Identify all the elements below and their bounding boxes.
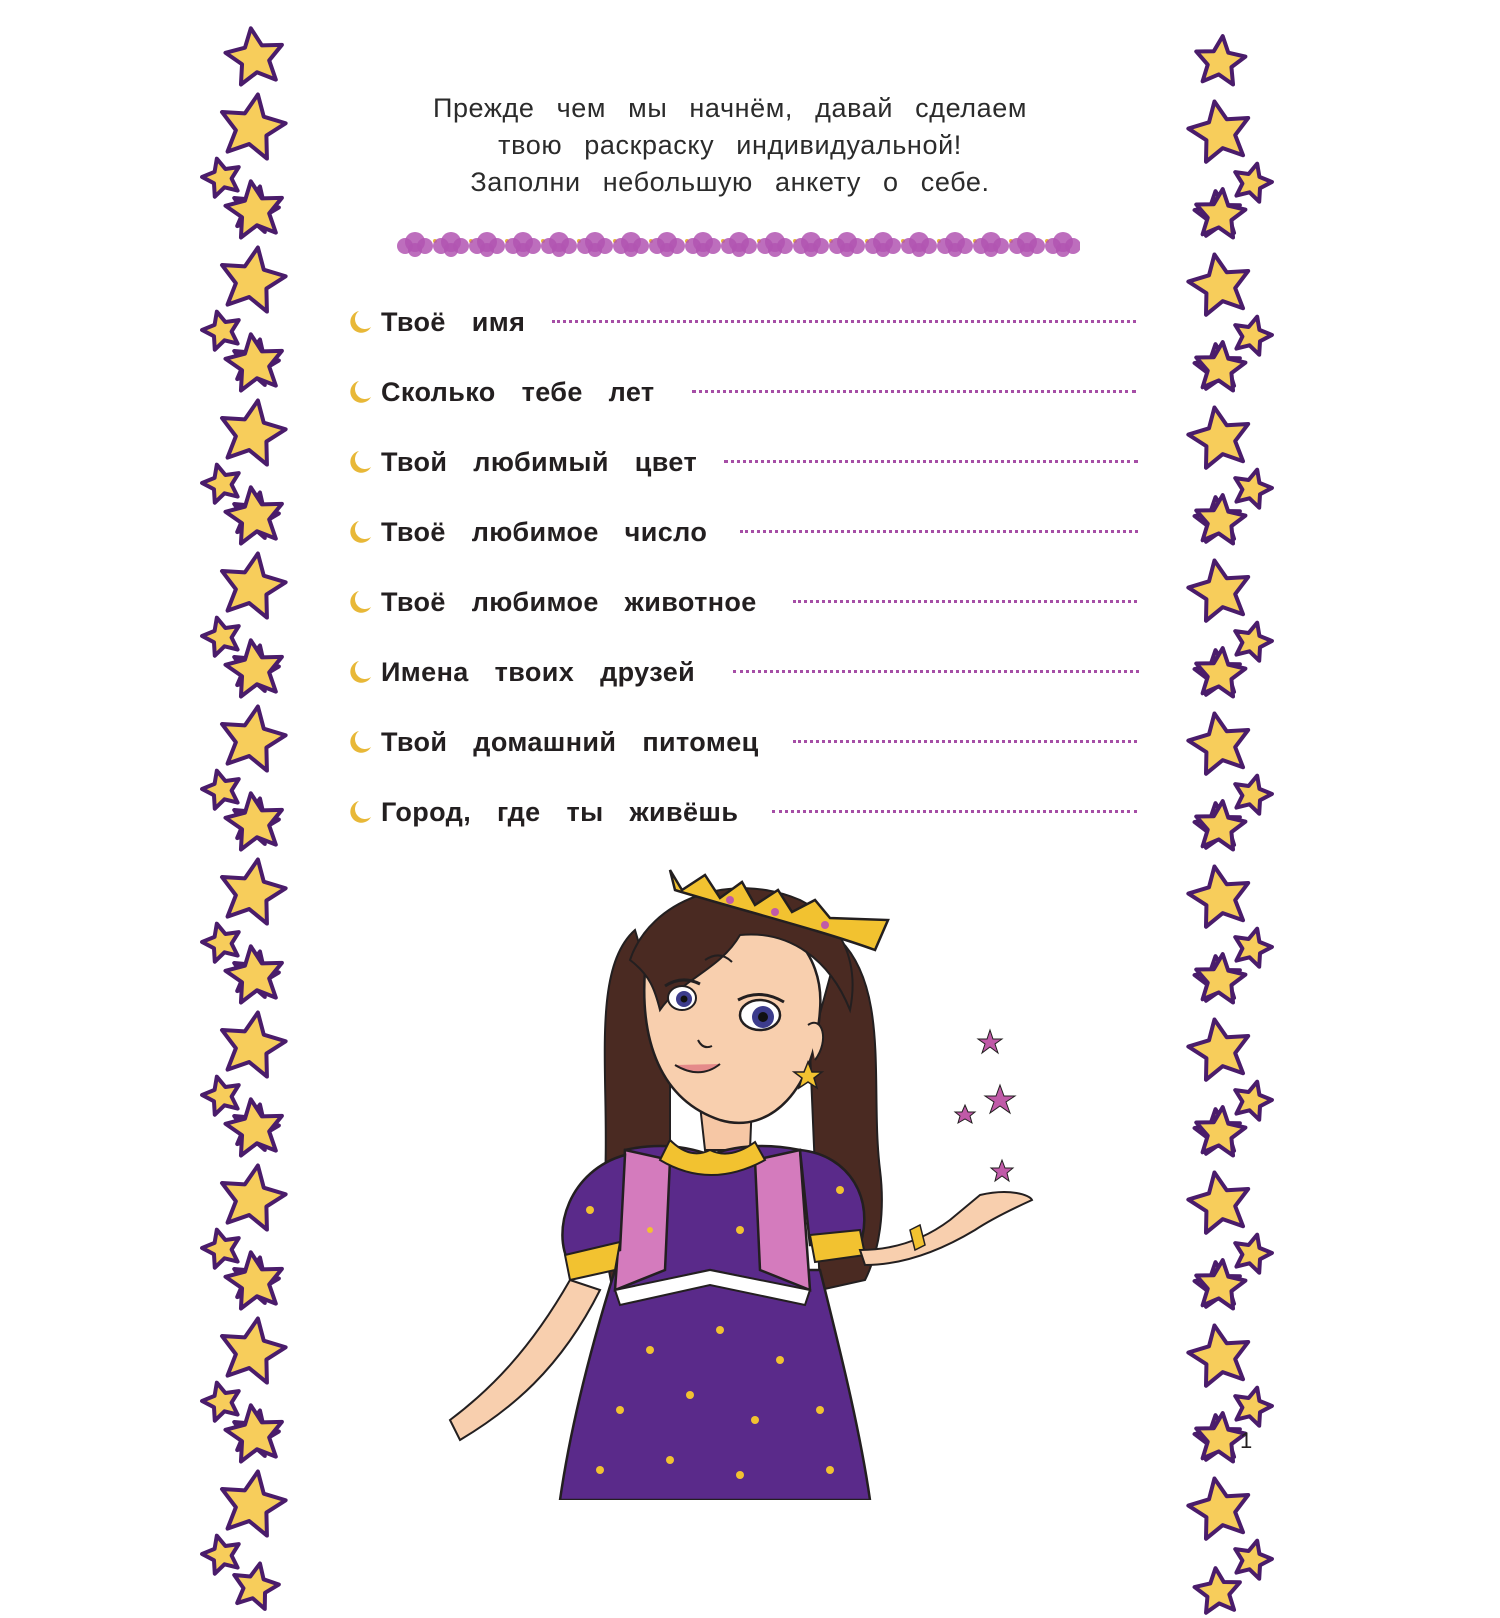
field-label-pet: Твой домашний питомец <box>381 727 759 757</box>
answer-line-name[interactable] <box>552 320 1136 323</box>
star-icon <box>1183 96 1257 170</box>
answer-line-age[interactable] <box>692 390 1136 393</box>
cloud-icon <box>1045 232 1080 257</box>
crescent-moon-icon <box>345 587 375 617</box>
cloud-icon <box>577 232 613 257</box>
star-icon <box>1183 861 1257 935</box>
star-icon <box>221 483 289 551</box>
cloud-icon <box>721 232 757 257</box>
star-icon <box>1191 798 1248 855</box>
star-icon <box>1183 402 1257 476</box>
crescent-moon-icon <box>345 797 375 827</box>
answer-line-pet[interactable] <box>793 740 1137 743</box>
star-icon <box>1191 186 1248 243</box>
star-icon <box>1191 645 1248 702</box>
star-icon <box>1183 1167 1257 1241</box>
crescent-moon-icon <box>345 447 375 477</box>
crescent-moon-icon <box>345 307 375 337</box>
cloud-icon <box>901 232 937 257</box>
crescent-moon-icon <box>345 517 375 547</box>
star-icon <box>221 942 289 1010</box>
crescent-moon-icon <box>345 657 375 687</box>
cloud-icon <box>613 232 649 257</box>
form-row-friends <box>345 647 695 687</box>
form-row-name <box>345 297 525 337</box>
cloud-icon <box>1009 232 1045 257</box>
star-icon <box>221 1248 289 1316</box>
cloud-icon <box>793 232 829 257</box>
star-icon <box>221 1095 289 1163</box>
cloud-icon <box>433 232 469 257</box>
page-number: 1 <box>1240 1428 1253 1453</box>
form-row-age <box>345 367 655 407</box>
star-icon <box>221 24 289 92</box>
cloud-icon <box>505 232 541 257</box>
form-row-pet <box>345 717 759 757</box>
star-icon <box>221 789 289 857</box>
cloud-icon <box>757 232 793 257</box>
star-icon <box>1191 492 1248 549</box>
right-star-border <box>1180 0 1280 1500</box>
star-icon <box>1191 33 1248 90</box>
cloud-icon <box>829 232 865 257</box>
star-icon <box>1191 1257 1248 1314</box>
cloud-icon <box>685 232 721 257</box>
intro-text <box>330 90 1130 201</box>
cloud-icon <box>865 232 901 257</box>
star-icon <box>1183 555 1257 629</box>
star-icon <box>1192 1566 1245 1618</box>
cloud-icon <box>541 232 577 257</box>
star-icon <box>221 1401 289 1469</box>
cloud-icon <box>937 232 973 257</box>
cloud-icon <box>469 232 505 257</box>
form-row-color <box>345 437 697 477</box>
left-star-border <box>200 0 300 1500</box>
cloud-garland-divider <box>395 226 1080 266</box>
answer-line-number[interactable] <box>740 530 1138 533</box>
answer-line-color[interactable] <box>724 460 1138 463</box>
star-icon <box>227 1559 284 1616</box>
answer-line-animal[interactable] <box>793 600 1137 603</box>
intro-line-1: Прежде чем мы начнём, давай сделаем <box>432 93 1028 123</box>
star-icon <box>1183 1320 1257 1394</box>
answer-line-friends[interactable] <box>733 670 1139 673</box>
field-label-animal: Твоё любимое животное <box>381 587 757 617</box>
cloud-icon <box>649 232 685 257</box>
field-label-name: Твоё имя <box>381 307 526 337</box>
form-row-number <box>345 507 707 547</box>
field-label-friends: Имена твоих друзей <box>381 657 696 687</box>
star-icon <box>221 330 289 398</box>
star-icon <box>1191 951 1248 1008</box>
intro-line-3: Заполни небольшую анкету о себе. <box>470 167 990 197</box>
field-label-color: Твой любимый цвет <box>381 447 698 477</box>
star-icon <box>221 636 289 704</box>
star-icon <box>1191 339 1248 396</box>
field-label-city: Город, где ты живёшь <box>381 797 739 827</box>
star-icon <box>1183 708 1257 782</box>
intro-line-2: твою раскраску индивидуальной! <box>498 130 962 160</box>
form-row-animal <box>345 577 757 617</box>
cloud-icon <box>973 232 1009 257</box>
star-icon <box>221 177 289 245</box>
crescent-moon-icon <box>345 727 375 757</box>
form-row-city <box>345 787 738 827</box>
cloud-icon <box>397 232 433 257</box>
star-icon <box>1191 1104 1248 1161</box>
star-icon <box>1183 1014 1257 1088</box>
field-label-age: Сколько тебе лет <box>381 377 655 407</box>
star-icon <box>1183 1473 1257 1547</box>
field-label-number: Твоё любимое число <box>381 517 708 547</box>
answer-line-city[interactable] <box>772 810 1137 813</box>
princess-illustration <box>420 850 1060 1500</box>
star-icon <box>1183 249 1257 323</box>
crescent-moon-icon <box>345 377 375 407</box>
